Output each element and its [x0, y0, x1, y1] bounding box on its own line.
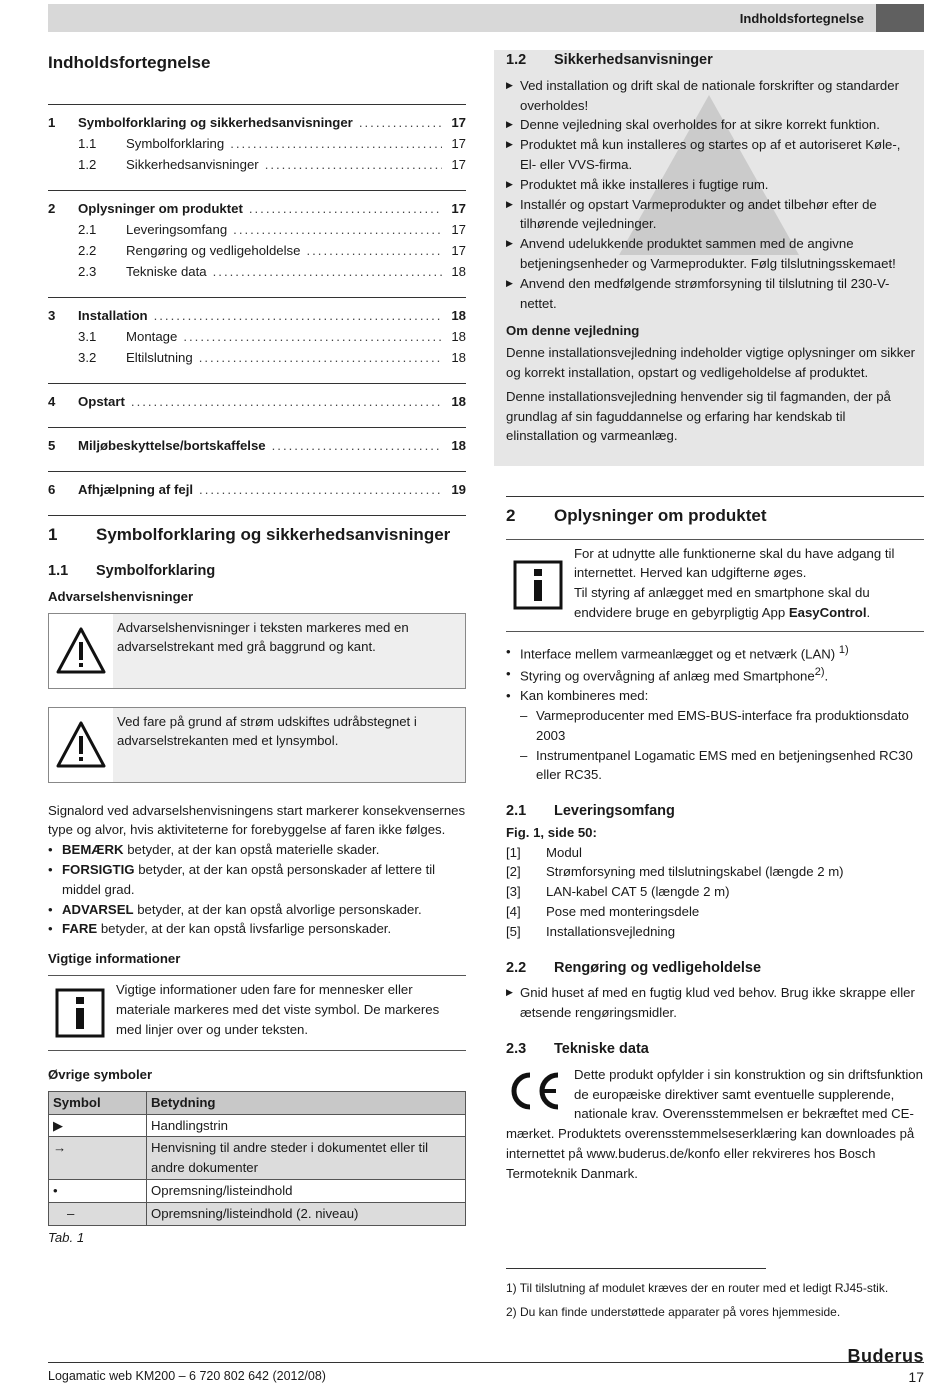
- list-item: [48, 840, 466, 860]
- list-item: [506, 664, 924, 686]
- toc-group: [48, 427, 466, 457]
- toc-label: Oplysninger om produktet: [78, 200, 243, 216]
- meaning-cell: Opremsning/listeindhold: [147, 1179, 466, 1202]
- section-2-1-heading: [506, 801, 924, 823]
- toc-label: Afhjælpning af fejl: [78, 481, 194, 497]
- list-item: ▶ Denne vejledning skal overholdes for at sikre korrekt funktion.: [506, 115, 918, 135]
- page-number: 17: [908, 1369, 924, 1383]
- left-column: [48, 50, 466, 1247]
- toc-leader: [306, 241, 442, 261]
- signal-word: FARE: [62, 921, 98, 937]
- footnote-ref: 1): [838, 643, 849, 656]
- toc-page: 17: [451, 221, 466, 237]
- toc-number: 1.2: [78, 156, 97, 172]
- toc-page: 17: [451, 114, 466, 130]
- footnote-ref: 2): [814, 665, 825, 678]
- item-value: LAN-kabel CAT 5 (længde 2 m): [546, 884, 730, 900]
- table-row: [49, 1202, 466, 1225]
- page-header-bar: [48, 4, 924, 32]
- toc-number: 1: [48, 114, 56, 130]
- toc-number: 2.3: [78, 263, 97, 279]
- toc-row: [48, 306, 466, 327]
- list-item: ▶ Installér og opstart Varmeprodukter og andet tilbehør efter de tilhørende vejledninger.: [506, 195, 918, 235]
- section-title: Oplysninger om produktet: [554, 506, 767, 526]
- toc-leader: [154, 306, 442, 326]
- table-row: [49, 1179, 466, 1202]
- toc-row: [48, 241, 466, 262]
- meaning-cell: Henvisning til andre steder i dokumentet eller til andre dokumenter: [147, 1137, 466, 1180]
- table-header: Symbol: [49, 1091, 147, 1114]
- warning-notice: [48, 613, 466, 689]
- symbol-cell: ▶: [49, 1114, 147, 1137]
- toc-page: 18: [451, 328, 466, 344]
- symbol-cell: →: [49, 1137, 147, 1180]
- signal-text: betyder, at der kan opstå materielle skader.: [123, 842, 380, 858]
- toc-number: 2.2: [78, 242, 97, 258]
- info-subheading: Vigtige informationer: [48, 951, 181, 967]
- info-icon: [48, 976, 112, 1050]
- list-item: ▶ Anvend udelukkende produktet sammen med de angivne betjeningsenheder og Varmeprodukter. Følg tilslutningsskemaet!: [506, 234, 918, 274]
- warning-text: Ved fare på grund af strøm udskiftes udråbstegnet i advarselstrekanten med et lynsymbol.: [117, 713, 417, 749]
- toc-label: Installation: [78, 307, 148, 323]
- signal-words-list: [48, 840, 466, 939]
- section-1-heading: [48, 515, 466, 548]
- table-row: [49, 1114, 466, 1137]
- table-of-contents: [48, 104, 466, 501]
- toc-number: 3.2: [78, 349, 97, 365]
- toc-leader: [359, 113, 442, 133]
- toc-group: [48, 297, 466, 369]
- item-key: [2]: [506, 864, 521, 880]
- item-key: [3]: [506, 884, 521, 900]
- info-text: [570, 540, 924, 631]
- feature-text-end: .: [824, 668, 829, 684]
- section-number: 1.2: [506, 52, 527, 68]
- info-text-end: .: [866, 604, 871, 620]
- list-item: [506, 882, 924, 902]
- section-title: Tekniske data: [554, 1041, 649, 1058]
- tech-data-text: Dette produkt opfylder i sin konstruktion og sin driftsfunktion de europæiske direktiver samt eventuelle supplerende, nationale krav. Overensstemmelsen er bekræftet med CE-mærket. Produktets overensstemmelseserklæring kan downloades på internettet på www.buderus.de/konfo eller rekvireres hos Bosch Termoteknik Danmark.: [506, 1066, 923, 1181]
- item-value: Strømforsyning med tilslutningskabel (længde 2 m): [546, 864, 844, 880]
- toc-page: 18: [451, 349, 466, 365]
- tech-data-block: [506, 1065, 924, 1184]
- info-text: Vigtige informationer uden fare for mennesker eller materiale markeres med det viste symbol. De markeres med linjer over og under teksten.: [116, 981, 440, 1037]
- warning-text: Advarselshenvisninger i teksten markeres med en advarselstrekant med grå baggrund og kant.: [117, 619, 409, 655]
- list-item: [506, 642, 924, 664]
- toc-page: 19: [451, 481, 466, 497]
- item-value: Pose med monteringsdele: [546, 904, 700, 920]
- about-subheading: Om denne vejledning: [506, 323, 640, 339]
- footnote-1: 1) Til tilslutning af modulet kræves der en router med et ledigt RJ45-stik.: [506, 1281, 889, 1295]
- header-title: Indholdsfortegnelse: [739, 11, 864, 26]
- toc-row: [48, 134, 466, 155]
- toc-row: [48, 348, 466, 369]
- figure-ref: Fig. 1, side 50:: [506, 824, 597, 840]
- symbol-cell: –: [49, 1202, 147, 1225]
- section-number: 2: [506, 506, 516, 526]
- toc-page: 18: [451, 437, 466, 453]
- toc-label: Sikkerhedsanvisninger: [126, 156, 259, 172]
- item-key: [4]: [506, 904, 521, 920]
- signal-word: FORSIGTIG: [62, 861, 135, 877]
- electric-warning-notice: [48, 707, 466, 783]
- header-tab: [876, 4, 924, 32]
- toc-title: Indholdsfortegnelse: [48, 53, 211, 72]
- section-2-heading: [506, 496, 924, 529]
- toc-label: Rengøring og vedligeholdelse: [126, 242, 301, 258]
- signal-word: ADVARSEL: [62, 901, 134, 917]
- symbols-table: [48, 1091, 466, 1226]
- section-number: 1.1: [48, 563, 69, 579]
- ce-mark-icon: [506, 1069, 564, 1113]
- toc-page: 18: [451, 393, 466, 409]
- section-title: Leveringsomfang: [554, 803, 675, 820]
- feature-text: Styring og overvågning af anlæg med Smartphone: [520, 668, 815, 684]
- toc-page: 17: [451, 242, 466, 258]
- section-title: Sikkerhedsanvisninger: [554, 52, 713, 68]
- toc-leader: [265, 155, 442, 175]
- about-text-1: Denne installationsvejledning indeholder vigtige oplysninger om sikker og korrekt installation, opstart og vedligeholdelse af produktet.: [506, 345, 916, 380]
- toc-leader: [233, 220, 442, 240]
- list-item: ▶ Gnid huset af med en fugtig klud ved behov. Brug ikke skrappe eller ætsende rengøringsmidler.: [506, 983, 924, 1023]
- list-item: [506, 922, 924, 942]
- toc-leader: [199, 480, 442, 500]
- section-2-2-heading: [506, 958, 924, 980]
- safety-list: [506, 76, 918, 314]
- section-number: 2.3: [506, 1041, 527, 1058]
- section-title: Rengøring og vedligeholdelse: [554, 959, 762, 976]
- warning-triangle-icon: [49, 614, 113, 688]
- warnings-subheading: Advarselshenvisninger: [48, 588, 194, 604]
- footnotes: [506, 1268, 924, 1327]
- toc-number: 5: [48, 437, 56, 453]
- toc-row: [48, 436, 466, 457]
- item-value: Modul: [546, 844, 582, 860]
- toc-number: 4: [48, 393, 56, 409]
- list-item: [506, 686, 924, 706]
- toc-row: [48, 220, 466, 241]
- toc-row: [48, 155, 466, 176]
- toc-row: [48, 327, 466, 348]
- about-text-2: Denne installationsvejledning henvender sig til fagmanden, der på grundlag af sin faguddannelse og erfaring har kendskab til elinstallation og varmeanlæg.: [506, 388, 891, 444]
- toc-leader: [131, 392, 442, 412]
- toc-number: 3: [48, 307, 56, 323]
- table-caption: Tab. 1: [48, 1229, 85, 1245]
- toc-row: [48, 262, 466, 283]
- signal-text: betyder, at der kan opstå livsfarlige personskader.: [97, 921, 392, 937]
- list-item: ▶ Anvend den medfølgende strømforsyning til tilslutning til 230-V-nettet.: [506, 274, 918, 314]
- section-number: 2.2: [506, 959, 527, 976]
- page-footer: [48, 1346, 924, 1383]
- toc-label: Tekniske data: [126, 263, 207, 279]
- table-header: Betydning: [147, 1091, 466, 1114]
- cleaning-list: [506, 983, 924, 1023]
- list-item: ▶ Ved installation og drift skal de nationale forskrifter og standarder overholdes!: [506, 76, 918, 116]
- toc-group: [48, 471, 466, 501]
- toc-label: Opstart: [78, 393, 125, 409]
- other-symbols-subheading: Øvrige symboler: [48, 1066, 153, 1082]
- toc-page: 17: [451, 156, 466, 172]
- app-name: EasyControl: [788, 604, 867, 620]
- table-row: [49, 1137, 466, 1180]
- document-id: Logamatic web KM200 – 6 720 802 642 (2012/08): [48, 1369, 326, 1383]
- item-key: [1]: [506, 844, 521, 860]
- toc-leader: [213, 262, 442, 282]
- info-notice: [48, 975, 466, 1051]
- toc-leader: [183, 327, 442, 347]
- item-key: [5]: [506, 923, 521, 939]
- signal-word: BEMÆRK: [62, 842, 124, 858]
- toc-number: 2.1: [78, 221, 97, 237]
- list-item: ▶ Produktet må ikke installeres i fugtige rum.: [506, 175, 918, 195]
- signal-text: betyder, at der kan opstå personskader af lettere til middel grad.: [62, 861, 436, 897]
- toc-row: [48, 480, 466, 501]
- feature-list: [506, 642, 924, 706]
- toc-page: 17: [451, 200, 466, 216]
- list-item: [48, 900, 466, 920]
- info-notice: [506, 539, 924, 632]
- brand-logo: Buderus: [847, 1346, 924, 1366]
- item-value: Installationsvejledning: [546, 923, 676, 939]
- delivery-scope-list: [506, 843, 924, 942]
- toc-row: [48, 199, 466, 220]
- section-title: Symbolforklaring og sikkerhedsanvisninger: [96, 524, 451, 544]
- section-title: Symbolforklaring: [96, 563, 216, 579]
- toc-page: 18: [451, 263, 466, 279]
- section-2-3-heading: [506, 1039, 924, 1061]
- meaning-cell: Handlingstrin: [147, 1114, 466, 1137]
- toc-group: [48, 190, 466, 283]
- right-column: [506, 50, 924, 1319]
- safety-panel: [494, 50, 924, 466]
- info-text-b: Til styring af anlægget med en smartphone skal du endvidere bruge en gebyrpligtig App: [574, 585, 870, 620]
- info-text-a: For at udnytte alle funktionerne skal du have adgang til internettet. Herved kan udgifterne øges.: [574, 545, 895, 581]
- toc-label: Montage: [126, 328, 178, 344]
- toc-label: Symbolforklaring og sikkerhedsanvisninger: [78, 114, 353, 130]
- list-item: [48, 860, 466, 900]
- signal-text: betyder, at der kan opstå alvorlige personskader.: [133, 901, 422, 917]
- footnote-divider: [506, 1268, 766, 1269]
- info-icon: [506, 540, 570, 631]
- toc-leader: [249, 199, 442, 219]
- toc-label: Eltilslutning: [126, 349, 193, 365]
- meaning-cell: Opremsning/listeindhold (2. niveau): [147, 1202, 466, 1225]
- section-1-1-heading: [48, 561, 466, 583]
- section-number: 2.1: [506, 803, 527, 820]
- toc-page: 18: [451, 307, 466, 323]
- list-item: – Varmeproducenter med EMS-BUS-interface fra produktionsdato 2003: [520, 706, 924, 746]
- toc-number: 2: [48, 200, 56, 216]
- list-item: – Instrumentpanel Logamatic EMS med en betjeningsenhed RC30 eller RC35.: [520, 746, 924, 786]
- symbol-cell: •: [49, 1179, 147, 1202]
- toc-label: Miljøbeskyttelse/bortskaffelse: [78, 437, 266, 453]
- toc-row: [48, 113, 466, 134]
- toc-label: Leveringsomfang: [126, 221, 228, 237]
- footnote-2: 2) Du kan finde understøttede apparater på vores hjemmeside.: [506, 1305, 841, 1319]
- toc-leader: [230, 134, 442, 154]
- feature-text: Kan kombineres med:: [520, 688, 649, 704]
- toc-number: 3.1: [78, 328, 97, 344]
- toc-leader: [272, 436, 442, 456]
- toc-page: 17: [451, 135, 466, 151]
- list-item: [48, 919, 466, 939]
- list-item: ▶ Produktet må kun installeres og startes op af et autoriseret Køle-, El- eller VVS-firma.: [506, 135, 918, 175]
- list-item: [506, 902, 924, 922]
- signal-intro: Signalord ved advarselshenvisningens start markerer konsekvensernes type og alvor, hvis aktiviteterne for forebyggelse af faren ikke følges.: [48, 802, 466, 838]
- toc-leader: [199, 348, 442, 368]
- toc-number: 1.1: [78, 135, 97, 151]
- toc-group: [48, 104, 466, 176]
- toc-row: [48, 392, 466, 413]
- feature-sublist: [506, 706, 924, 785]
- list-item: [506, 862, 924, 882]
- feature-text: Interface mellem varmeanlægget og et netværk (LAN): [520, 646, 839, 662]
- section-1-2-heading: [506, 50, 918, 72]
- toc-number: 6: [48, 481, 56, 497]
- section-number: 1: [48, 524, 58, 544]
- toc-label: Symbolforklaring: [126, 135, 225, 151]
- toc-group: [48, 383, 466, 413]
- warning-triangle-icon: [49, 708, 113, 782]
- list-item: [506, 843, 924, 863]
